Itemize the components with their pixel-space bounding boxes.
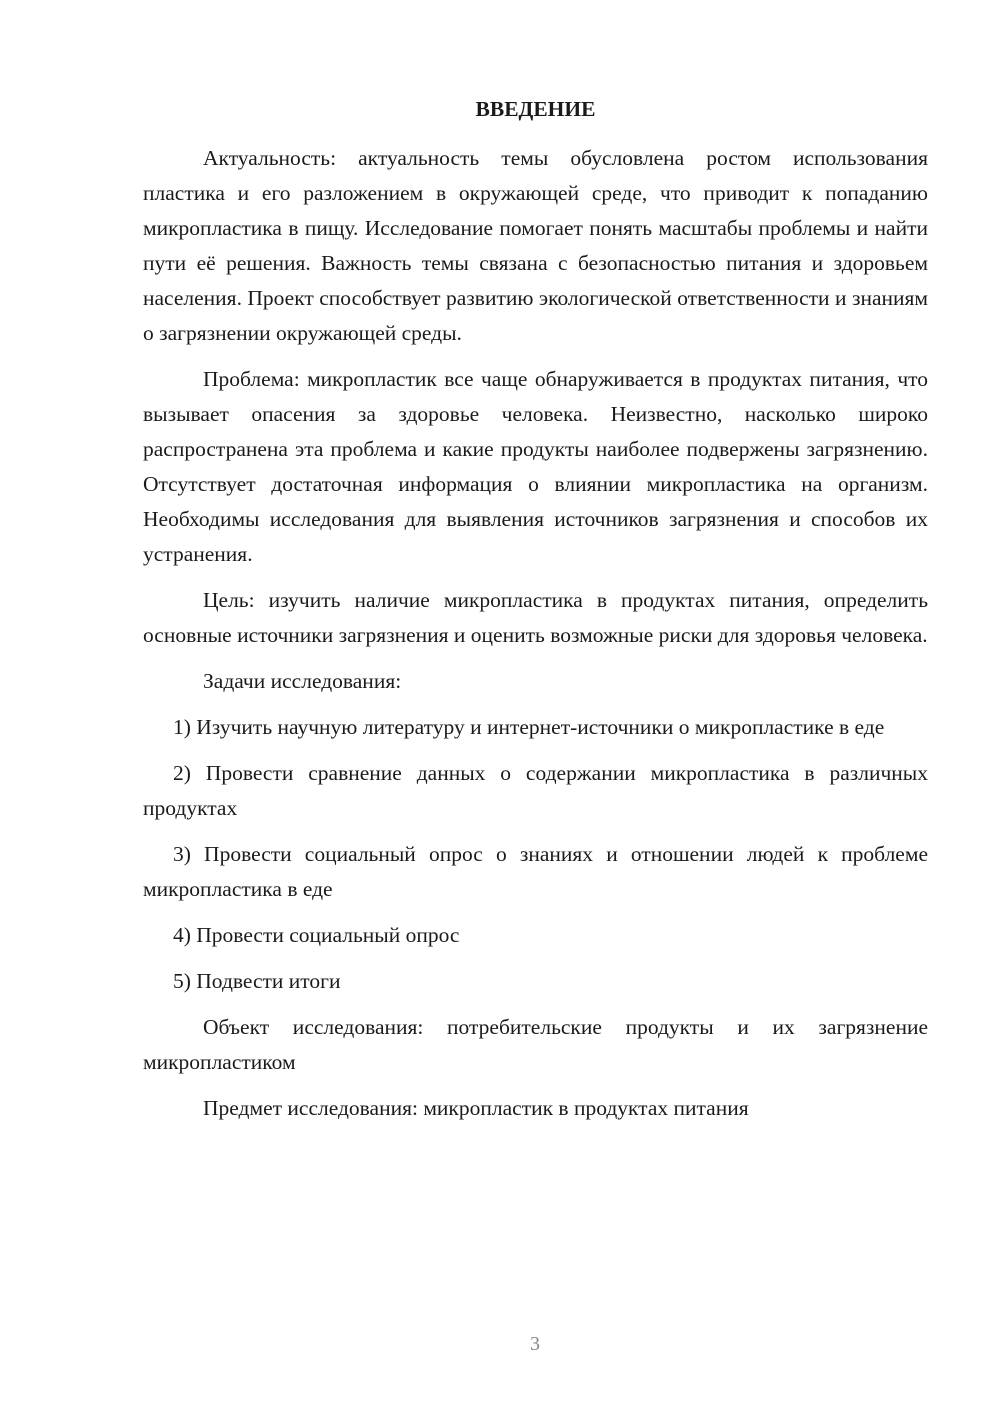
page-number: 3: [530, 1333, 540, 1355]
task-item-1: 1) Изучить научную литературу и интернет-источники о микропластике в еде: [173, 715, 885, 739]
relevance-paragraph: Актуальность: актуальность темы обусловлена ростом использования пластика и его разложением в окружающей среде, что приводит к попаданию микропластика в пищу. Исследование помогает понять масштабы проблемы и найти пути её решения. Важность темы связана с безопасностью питания и здоровьем населения. Проект способствует развитию экологической ответственности и знаниям о загрязнении окружающей среды.: [143, 146, 928, 345]
task-item-2: 2) Провести сравнение данных о содержании микропластика в различных продуктах: [143, 761, 928, 820]
research-subject-paragraph: Предмет исследования: микропластик в продуктах питания: [203, 1096, 749, 1120]
task-item-4: 4) Провести социальный опрос: [173, 923, 460, 947]
goal-paragraph: Цель: изучить наличие микропластика в продуктах питания, определить основные источники загрязнения и оценить возможные риски для здоровья человека.: [143, 588, 928, 647]
tasks-heading: Задачи исследования:: [203, 669, 402, 693]
task-item-3: 3) Провести социальный опрос о знаниях и отношении людей к проблеме микропластика в еде: [143, 842, 928, 901]
task-item-5: 5) Подвести итоги: [173, 969, 341, 993]
document-page: [143, 92, 928, 1137]
research-object-paragraph: Объект исследования: потребительские продукты и их загрязнение микропластиком: [143, 1015, 928, 1074]
problem-paragraph: Проблема: микропластик все чаще обнаруживается в продуктах питания, что вызывает опасения за здоровье человека. Неизвестно, насколько широко распространена эта проблема и какие продукты наиболее подвержены загрязнению. Отсутствует достаточная информация о влиянии микропластика на организм. Необходимы исследования для выявления источников загрязнения и способов их устранения.: [143, 367, 928, 566]
page-title: ВВЕДЕНИЕ: [475, 97, 596, 121]
